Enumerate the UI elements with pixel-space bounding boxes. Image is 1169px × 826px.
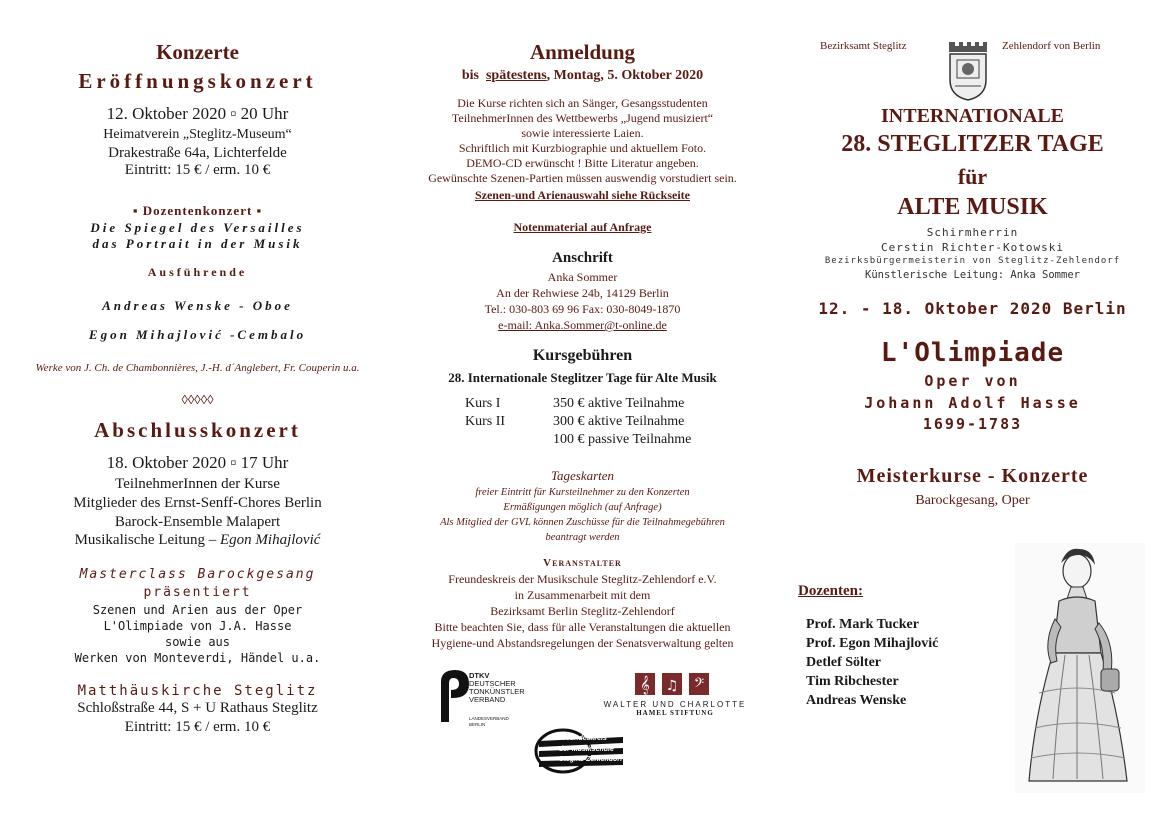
- scenes-line-1: Szenen und Arien aus der Oper: [92, 603, 303, 617]
- closing-date: 18. Oktober 2020 ▫ 17 Uhr: [106, 453, 289, 472]
- fees-heading: Kursgebühren: [532, 347, 633, 364]
- info-line-1: Die Kurse richten sich an Sänger, Gesangsstudenten: [457, 96, 708, 110]
- svg-text:𝄞: 𝄞: [640, 675, 650, 694]
- info-line-6: Gewünschte Szenen-Partien müssen auswendig vorstudiert sein.: [428, 171, 737, 185]
- fee-row: [465, 414, 745, 432]
- deadline-suffix: , Montag, 5. Oktober 2020: [546, 68, 704, 83]
- deadline-emphasis: spätestens: [485, 68, 547, 83]
- lecturer-concert-title: ▪ Dozentenkonzert ▪: [132, 203, 263, 218]
- district-office-right: Zehlendorf von Berlin: [1002, 40, 1101, 52]
- svg-text:𝄢: 𝄢: [693, 675, 705, 694]
- dtkv-logo: [437, 668, 527, 727]
- composer-years: 1699-1783: [922, 415, 1023, 433]
- scenes-line-4: Werken von Monteverdi, Händel u.a.: [74, 651, 321, 665]
- concerts-column: [10, 0, 385, 826]
- svg-text:♫: ♫: [665, 678, 679, 694]
- fees-table: [465, 396, 745, 450]
- closing-line-4-prefix: Musikalische Leitung –: [74, 532, 217, 548]
- closing-concert-title: Abschlusskonzert: [94, 418, 301, 442]
- freundeskreis-logo: [533, 727, 628, 775]
- registration-heading: Anmeldung: [529, 40, 636, 64]
- church-price: Eintritt: 15 € / erm. 10 €: [124, 719, 271, 735]
- title-column: [780, 0, 1165, 826]
- performer-2: Egon Mihajlović -Cembalo: [88, 327, 307, 342]
- opening-venue: Heimatverein „Steglitz-Museum“: [103, 127, 292, 142]
- info-line-2: TeilnehmerInnen des Wettbewerbs „Jugend musiziert“: [451, 111, 714, 125]
- lecturer-item: Detlef Sölter: [806, 655, 882, 670]
- address-phone: Tel.: 030-803 69 96 Fax: 030-8049-1870: [484, 302, 681, 316]
- info-line-3: sowie interessierte Laien.: [521, 126, 644, 140]
- dtkv-line-1: DTKV: [469, 671, 490, 680]
- info-line-4: Schriftlich mit Kurzbiographie und aktuellem Foto.: [458, 141, 707, 155]
- organizer-line-1: Freundeskreis der Musikschule Steglitz-Zehlendorf e.V.: [448, 572, 717, 586]
- lecturer-concert-subtitle-1: Die Spiegel des Versailles: [90, 220, 305, 235]
- info-line-5: DEMO-CD erwünscht ! Bitte Literatur angeben.: [466, 156, 699, 170]
- dtkv-line-5: LANDESVERBAND: [469, 716, 509, 721]
- coat-of-arms-icon: [947, 38, 989, 102]
- fk-line-2: der Musikschule: [559, 745, 614, 753]
- closing-line-4-name: Egon Mihajlović: [220, 532, 321, 548]
- closing-line-3: Barock-Ensemble Malapert: [114, 514, 281, 530]
- opening-concert-title: Eröffnungskonzert: [78, 69, 317, 93]
- church-name: Matthäuskirche Steglitz: [77, 683, 318, 699]
- festival-title-4: ALTE MUSIK: [897, 194, 1048, 220]
- performers-label: Ausführende: [147, 265, 248, 279]
- festival-dates: 12. - 18. Oktober 2020 Berlin: [818, 299, 1127, 318]
- address-street: An der Rehwiese 24b, 14129 Berlin: [496, 286, 669, 300]
- lecturer-item: Andreas Wenske: [806, 693, 907, 708]
- baroque-singer-illustration: [1015, 543, 1145, 793]
- artistic-director: Künstlerische Leitung: Anka Sommer: [865, 269, 1080, 281]
- festival-title-3: für: [957, 164, 988, 189]
- lecturer-item: Tim Ribchester: [806, 674, 899, 689]
- hamel-line-1: WALTER UND CHARLOTTE: [603, 700, 747, 709]
- fee-price: 100 € passive Teilnahme: [553, 432, 692, 447]
- lecturers-label: Dozenten:: [798, 583, 863, 599]
- fee-price: 300 € aktive Teilnahme: [553, 414, 685, 429]
- closing-line-4: [10, 532, 385, 549]
- closing-line-2: Mitglieder des Ernst-Senff-Chores Berlin: [73, 495, 322, 511]
- scenes-line-3: sowie aus: [164, 635, 231, 649]
- sheet-music-note: Notenmaterial auf Anfrage: [513, 220, 652, 234]
- ornament-divider: ◊◊◊◊◊: [181, 392, 214, 407]
- music-notes-icon: [633, 672, 713, 696]
- organizer-line-4: Bitte beachten Sie, dass für alle Veranstaltungen die aktuellen: [434, 620, 731, 634]
- lecturer-item: Prof. Mark Tucker: [806, 617, 919, 632]
- arias-reference-link[interactable]: Szenen-und Arienauswahl siehe Rückseite: [474, 188, 691, 202]
- patron-label: Schirmherrin: [926, 226, 1019, 239]
- hamel-stiftung-logo: [595, 672, 755, 716]
- fk-line-3: Steglitz-Zehlendorf: [559, 756, 623, 763]
- organizer-line-2: in Zusammenarbeit mit dem: [514, 588, 651, 602]
- masterclass-heading: Meisterkurse - Konzerte: [856, 465, 1089, 487]
- festival-title-1: INTERNATIONALE: [881, 105, 1064, 127]
- masterclass-title: Masterclass Barockgesang: [79, 567, 316, 582]
- hamel-line-2: HAMEL STIFTUNG: [636, 709, 714, 717]
- opening-date: 12. Oktober 2020 ▫ 20 Uhr: [106, 104, 289, 123]
- dtkv-line-2: DEUTSCHER: [469, 679, 516, 688]
- works-list: Werke von J. Ch. de Chambonnières, J.-H. d´Anglebert, Fr. Couperin u.a.: [35, 362, 360, 374]
- masterclass-subtitle: Barockgesang, Oper: [915, 493, 1030, 508]
- lecturer-concert-subtitle-2: das Portrait in der Musik: [92, 236, 303, 251]
- opera-title: L'Olimpiade: [880, 338, 1065, 368]
- opening-address: Drakestraße 64a, Lichterfelde: [108, 145, 287, 161]
- day-tickets-line-1: freier Eintritt für Kursteilnehmer zu den Konzerten: [475, 487, 690, 498]
- patron-role: Bezirksbürgermeisterin von Steglitz-Zehlendorf: [824, 256, 1121, 266]
- address-heading: Anschrift: [552, 250, 613, 266]
- dtkv-line-6: BERLIN: [469, 722, 486, 727]
- day-tickets-line-3: Als Mitglied der GVL können Zuschüsse für die Teilnahmegebühren: [440, 517, 725, 528]
- opening-price: Eintritt: 15 € / erm. 10 €: [124, 162, 271, 178]
- district-office-left: Bezirksamt Steglitz: [820, 40, 907, 52]
- fee-price: 350 € aktive Teilnahme: [553, 396, 685, 411]
- patron-name: Cerstin Richter-Kotowski: [881, 241, 1064, 254]
- fee-row: [465, 396, 745, 414]
- composer-name: Johann Adolf Hasse: [864, 394, 1081, 412]
- day-tickets-line-2: Ermäßigungen möglich (auf Anfrage): [503, 502, 662, 513]
- closing-line-1: TeilnehmerInnen der Kurse: [115, 476, 280, 492]
- fee-course: Kurs I: [465, 396, 501, 411]
- fee-course: Kurs II: [465, 414, 506, 429]
- address-name: Anka Sommer: [547, 270, 618, 284]
- fk-line-1: Freundeskreis: [559, 735, 607, 742]
- scenes-line-2: L'Olimpiade von J.A. Hasse: [103, 619, 292, 633]
- church-address: Schloßstraße 44, S + U Rathaus Steglitz: [77, 700, 318, 716]
- email-link[interactable]: e-mail: Anka.Sommer@t-online.de: [498, 318, 667, 332]
- performer-1: Andreas Wenske - Oboe: [102, 298, 293, 313]
- presents-label: präsentiert: [143, 585, 252, 600]
- organizer-label: Veranstalter: [543, 557, 622, 569]
- lecturer-item: Prof. Egon Mihajlović: [806, 636, 939, 651]
- registration-column: [395, 0, 770, 826]
- fee-row: [465, 432, 745, 450]
- festival-title-2: 28. STEGLITZER TAGE: [841, 131, 1104, 157]
- deadline: [395, 68, 770, 84]
- dtkv-emblem-icon: [437, 668, 473, 724]
- lecturers-list: [806, 615, 938, 710]
- organizer-line-3: Bezirksamt Berlin Steglitz-Zehlendorf: [490, 604, 675, 618]
- organizer-line-5: Hygiene-und Abstandsregelungen der Senatsverwaltung gelten: [431, 636, 734, 650]
- deadline-prefix: bis: [461, 68, 479, 83]
- fees-subtitle: 28. Internationale Steglitzer Tage für Alte Musik: [448, 370, 717, 385]
- dtkv-line-4: VERBAND: [469, 695, 506, 704]
- dtkv-line-3: TONKÜNSTLER: [469, 687, 525, 696]
- day-tickets-line-4: beantragt werden: [545, 532, 620, 543]
- opera-by: Oper von: [924, 372, 1021, 390]
- day-tickets-heading: Tageskarten: [550, 468, 615, 483]
- concerts-heading: Konzerte: [156, 40, 239, 64]
